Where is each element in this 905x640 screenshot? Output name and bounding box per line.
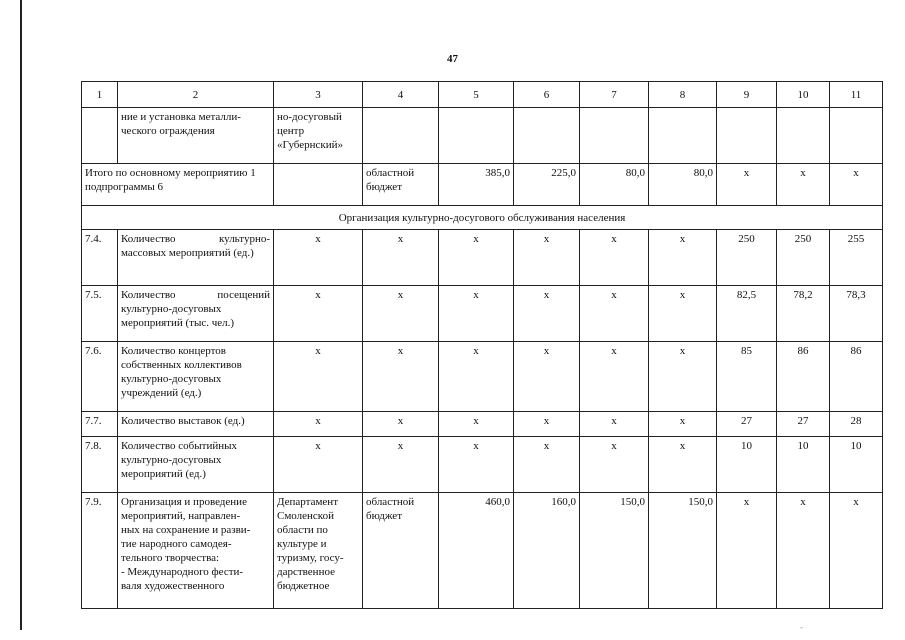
value-cell: х [274,437,363,493]
value-cell: х [580,342,649,412]
value-cell: х [830,493,883,609]
value-cell: х [717,164,777,206]
value-cell: х [363,286,439,342]
value-cell: 86 [830,342,883,412]
value-cell: х [439,437,514,493]
value-cell: 10 [830,437,883,493]
value-cell: х [830,164,883,206]
value-cell: х [363,437,439,493]
value-cell: 80,0 [580,164,649,206]
row-name: Количество событийных культурно-досуговых мероприятий (ед.) [118,437,274,493]
funding-source: областной бюджет [363,164,439,206]
value-cell: 255 [830,230,883,286]
row-number: 7.4. [82,230,118,286]
table-row [82,412,883,437]
value-cell: 27 [777,412,830,437]
row-number: 7.8. [82,437,118,493]
value-cell: 385,0 [439,164,514,206]
table-row [82,437,883,493]
value-cell: 150,0 [580,493,649,609]
value-cell: х [274,230,363,286]
header-cell: 8 [649,82,717,108]
header-cell: 5 [439,82,514,108]
value-cell: 78,3 [830,286,883,342]
program-table [81,81,883,609]
row-executor: Департамент Смоленской области по культуре и туризму, госу- дарственное бюджетное [274,493,363,609]
value-cell: х [439,286,514,342]
value-cell: 250 [717,230,777,286]
value-cell: х [439,342,514,412]
value-cell: х [363,412,439,437]
row-number: 7.6. [82,342,118,412]
header-cell: 10 [777,82,830,108]
value-cell: х [363,342,439,412]
value-cell: х [717,493,777,609]
page-number: 47 [447,53,458,65]
value-cell: х [580,286,649,342]
table-row [82,342,883,412]
value-cell: х [777,493,830,609]
value-cell: 82,5 [717,286,777,342]
value-cell: 460,0 [439,493,514,609]
value-cell: х [363,230,439,286]
value-cell: х [580,230,649,286]
value-cell: х [439,230,514,286]
row-name: Количество выставок (ед.) [118,412,274,437]
table-row [82,286,883,342]
value-cell: х [274,412,363,437]
value-cell: х [274,342,363,412]
row-name: ние и установка металли- ческого ограждения [118,108,274,164]
row-number: 7.5. [82,286,118,342]
value-cell: х [649,437,717,493]
header-cell: 11 [830,82,883,108]
value-cell: х [777,164,830,206]
table-row-continued [82,108,883,164]
value-cell: 85 [717,342,777,412]
section-title: Организация культурно-досугового обслуживания населения [82,206,883,230]
scan-mark: - [800,622,803,632]
scan-margin-line [20,0,22,630]
value-cell: х [514,286,580,342]
value-cell: х [274,286,363,342]
header-cell: 4 [363,82,439,108]
header-row [82,82,883,108]
value-cell: 150,0 [649,493,717,609]
row-number: 7.9. [82,493,118,609]
table-row-itogo [82,164,883,206]
table-row [82,493,883,609]
value-cell: х [439,412,514,437]
row-name: Количество посещений культурно-досуговых мероприятий (тыс. чел.) [118,286,274,342]
funding-source: областной бюджет [363,493,439,609]
value-cell: 27 [717,412,777,437]
value-cell: х [514,230,580,286]
value-cell: х [649,230,717,286]
value-cell: 160,0 [514,493,580,609]
value-cell: х [649,286,717,342]
value-cell: 80,0 [649,164,717,206]
row-name: Организация и проведение мероприятий, направлен- ных на сохранение и разви- тие народного самодея- тельного творчества: - Международного фести- валя художественного [118,493,274,609]
value-cell: 10 [717,437,777,493]
value-cell: 250 [777,230,830,286]
header-cell: 2 [118,82,274,108]
value-cell: 86 [777,342,830,412]
value-cell: х [649,412,717,437]
row-name: Количество концертов собственных коллективов культурно-досуговых учреждений (ед.) [118,342,274,412]
section-row [82,206,883,230]
header-cell: 6 [514,82,580,108]
row-name: Количество культурно-массовых мероприятий (ед.) [118,230,274,286]
itogo-label: Итого по основному мероприятию 1 подпрограммы 6 [82,164,274,206]
header-cell: 9 [717,82,777,108]
table-row [82,230,883,286]
value-cell: 10 [777,437,830,493]
value-cell: х [649,342,717,412]
value-cell: х [514,342,580,412]
header-cell: 1 [82,82,118,108]
value-cell: 28 [830,412,883,437]
value-cell: х [580,412,649,437]
header-cell: 7 [580,82,649,108]
row-executor: но-досуговый центр «Губернский» [274,108,363,164]
value-cell: х [514,437,580,493]
value-cell: х [580,437,649,493]
value-cell: 78,2 [777,286,830,342]
row-number: 7.7. [82,412,118,437]
value-cell: х [514,412,580,437]
value-cell: 225,0 [514,164,580,206]
header-cell: 3 [274,82,363,108]
